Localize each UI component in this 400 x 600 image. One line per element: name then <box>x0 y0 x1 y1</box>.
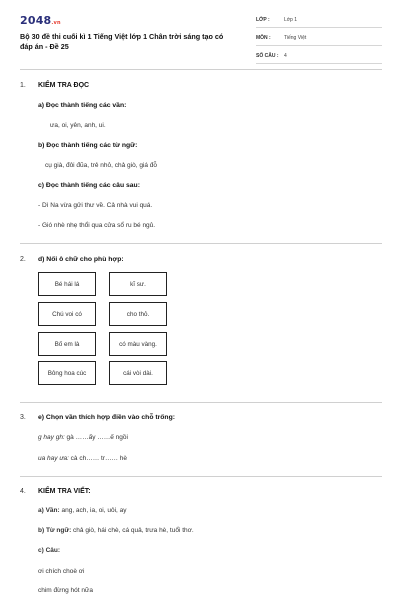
writing-item-text: chả giò, hái chè, cá quả, trưa hè, tuổi thơ. <box>71 527 194 534</box>
writing-item-label: b) Từ ngữ: <box>38 527 72 534</box>
section-heading: e) Chọn vần thích hợp điền vào chỗ trống: <box>38 414 175 421</box>
meta-row-grade <box>256 14 382 28</box>
subquestion-text: ưa, oi, yên, anh, ui. <box>50 122 106 129</box>
header-divider <box>20 69 382 70</box>
subquestion-label: a) Đọc thành tiếng các vần: <box>38 102 127 109</box>
meta-row-question-count <box>256 50 382 64</box>
section-divider <box>20 402 382 403</box>
document-title: Bộ 30 đề thi cuối kì 1 Tiếng Việt lớp 1 Chân trời sáng tạo có đáp án - Đề 25 <box>20 32 224 51</box>
meta-label: SỐ CÂU : <box>256 53 279 59</box>
meta-panel <box>256 14 382 68</box>
meta-row-subject <box>256 32 382 46</box>
fill-blank-prompt: ua hay ưa: <box>38 455 69 462</box>
writing-item <box>38 527 194 534</box>
subquestion-label: b) Đọc thành tiếng các từ ngữ: <box>38 142 138 149</box>
meta-value: 4 <box>284 53 287 59</box>
section-heading: d) Nối ô chữ cho phù hợp: <box>38 256 124 263</box>
writing-sentence: chim đừng hót nữa <box>38 587 93 594</box>
match-box-left[interactable]: Bố em là <box>38 332 96 356</box>
fill-blank-line <box>38 455 127 462</box>
meta-value: Tiếng Việt <box>284 35 307 41</box>
match-box-left[interactable]: Bé hái lá <box>38 272 96 296</box>
sentence-line: - Dì Na vừa gửi thư về. Cả nhà vui quá. <box>38 202 153 209</box>
match-box-right[interactable]: cho thỏ. <box>109 302 167 326</box>
question-number: 4. <box>20 488 26 495</box>
fill-blank-text: gà ……ấy ……ế ngồi <box>64 434 128 441</box>
meta-label: LỚP : <box>256 17 270 23</box>
match-box-left[interactable]: Bông hoa cúc <box>38 361 96 385</box>
logo-text: 2048 <box>20 14 52 27</box>
match-box-right[interactable]: kĩ sư. <box>109 272 167 296</box>
fill-blank-prompt: g hay gh: <box>38 434 65 441</box>
writing-item-text: ang, ach, ia, oi, uôi, ay <box>59 507 127 514</box>
writing-item-label: a) Vần: <box>38 507 60 514</box>
match-box-right[interactable]: cái vòi dài. <box>109 361 167 385</box>
fill-blank-text: cà ch…… tr…… hè <box>68 455 128 462</box>
fill-blank-line <box>38 434 128 441</box>
subquestion-text: cụ già, đôi đũa, trẻ nhỏ, chả giò, giá đỗ <box>45 162 158 169</box>
writing-item <box>38 507 127 514</box>
meta-value: Lớp 1 <box>284 17 298 23</box>
site-logo[interactable] <box>20 14 61 27</box>
subquestion-label: c) Đọc thành tiếng các câu sau: <box>38 182 140 189</box>
question-number: 2. <box>20 256 26 263</box>
writing-item-label: c) Câu: <box>38 547 61 554</box>
section-divider <box>20 243 382 244</box>
logo-suffix: .vn <box>51 20 61 26</box>
question-number: 1. <box>20 82 26 89</box>
section-heading: KIỂM TRA ĐỌC <box>38 82 90 89</box>
writing-sentence: ơi chích choè ơi <box>38 568 85 575</box>
page-header <box>20 14 382 62</box>
meta-label: MÔN : <box>256 35 271 41</box>
section-divider <box>20 476 382 477</box>
match-box-left[interactable]: Chú voi có <box>38 302 96 326</box>
section-heading: KIỂM TRA VIẾT: <box>38 488 91 495</box>
writing-item <box>38 547 60 554</box>
sentence-line: - Gió nhè nhẹ thổi qua cửa sổ ru bé ngủ. <box>38 222 156 229</box>
question-number: 3. <box>20 414 26 421</box>
match-box-right[interactable]: có màu vàng. <box>109 332 167 356</box>
